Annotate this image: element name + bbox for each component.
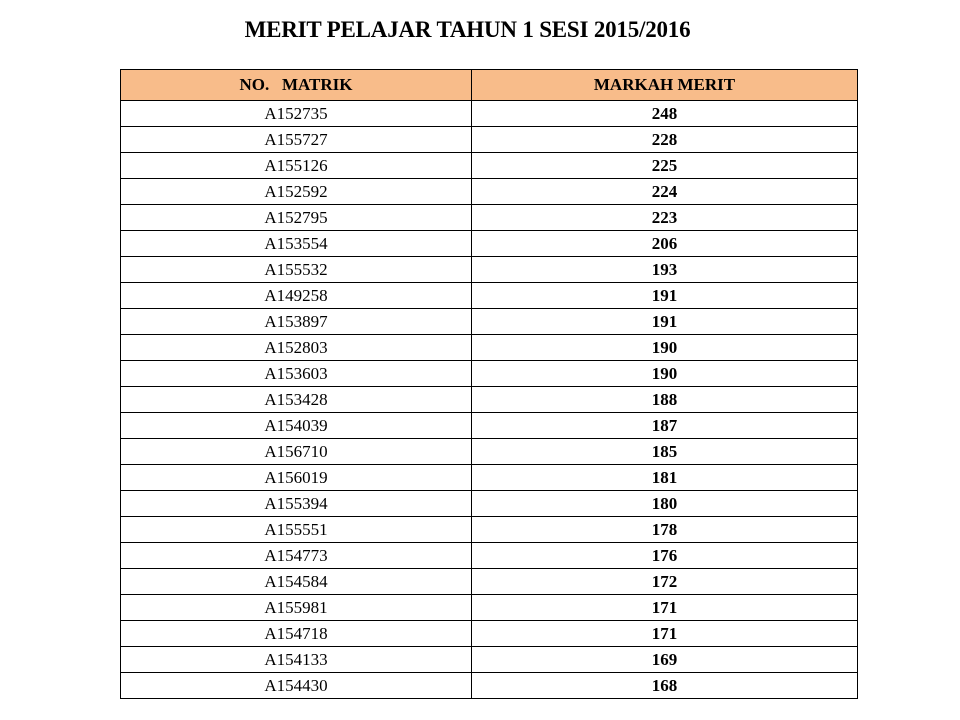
cell-matrik: A152592: [121, 179, 472, 205]
table-row: [121, 543, 858, 569]
table-row: [121, 491, 858, 517]
table-row: [121, 595, 858, 621]
table-row: [121, 101, 858, 127]
cell-matrik: A154718: [121, 621, 472, 647]
cell-merit: 193: [472, 257, 858, 283]
cell-merit: 178: [472, 517, 858, 543]
table-row: [121, 647, 858, 673]
table-row: [121, 361, 858, 387]
merit-table: [120, 69, 858, 699]
cell-matrik: A149258: [121, 283, 472, 309]
cell-merit: 191: [472, 283, 858, 309]
cell-merit: 206: [472, 231, 858, 257]
cell-merit: 223: [472, 205, 858, 231]
cell-matrik: A155981: [121, 595, 472, 621]
cell-matrik: A154039: [121, 413, 472, 439]
cell-merit: 248: [472, 101, 858, 127]
cell-matrik: A155532: [121, 257, 472, 283]
page-title: MERIT PELAJAR TAHUN 1 SESI 2015/2016: [244, 17, 691, 42]
cell-merit: 169: [472, 647, 858, 673]
table-row: [121, 465, 858, 491]
table-header-row: [121, 70, 858, 101]
cell-merit: 225: [472, 153, 858, 179]
cell-merit: 171: [472, 621, 858, 647]
cell-merit: 176: [472, 543, 858, 569]
cell-merit: 190: [472, 361, 858, 387]
table-row: [121, 413, 858, 439]
cell-merit: 180: [472, 491, 858, 517]
cell-merit: 185: [472, 439, 858, 465]
cell-merit: 228: [472, 127, 858, 153]
column-header-matrik: NO. MATRIK: [121, 70, 472, 101]
cell-matrik: A152803: [121, 335, 472, 361]
cell-matrik: A155126: [121, 153, 472, 179]
table-row: [121, 153, 858, 179]
cell-matrik: A152795: [121, 205, 472, 231]
cell-merit: 181: [472, 465, 858, 491]
table-body: [121, 101, 858, 699]
cell-matrik: A153428: [121, 387, 472, 413]
table-row: [121, 127, 858, 153]
cell-merit: 224: [472, 179, 858, 205]
cell-merit: 187: [472, 413, 858, 439]
cell-merit: 168: [472, 673, 858, 699]
cell-matrik: A154430: [121, 673, 472, 699]
cell-matrik: A154773: [121, 543, 472, 569]
cell-matrik: A154584: [121, 569, 472, 595]
table-header: [121, 70, 858, 101]
table-row: [121, 283, 858, 309]
cell-matrik: A155727: [121, 127, 472, 153]
cell-merit: 191: [472, 309, 858, 335]
cell-matrik: A155394: [121, 491, 472, 517]
table-row: [121, 387, 858, 413]
cell-merit: 171: [472, 595, 858, 621]
cell-matrik: A153603: [121, 361, 472, 387]
cell-matrik: A156710: [121, 439, 472, 465]
cell-matrik: A152735: [121, 101, 472, 127]
table-row: [121, 621, 858, 647]
table-row: [121, 673, 858, 699]
cell-merit: 172: [472, 569, 858, 595]
table-row: [121, 179, 858, 205]
cell-merit: 188: [472, 387, 858, 413]
table-row: [121, 569, 858, 595]
cell-matrik: A155551: [121, 517, 472, 543]
table-row: [121, 309, 858, 335]
cell-matrik: A156019: [121, 465, 472, 491]
cell-matrik: A153554: [121, 231, 472, 257]
table-row: [121, 231, 858, 257]
table-row: [121, 439, 858, 465]
table-row: [121, 335, 858, 361]
table-row: [121, 257, 858, 283]
cell-merit: 190: [472, 335, 858, 361]
table-row: [121, 205, 858, 231]
cell-matrik: A153897: [121, 309, 472, 335]
cell-matrik: A154133: [121, 647, 472, 673]
column-header-merit: MARKAH MERIT: [472, 70, 858, 101]
table-row: [121, 517, 858, 543]
